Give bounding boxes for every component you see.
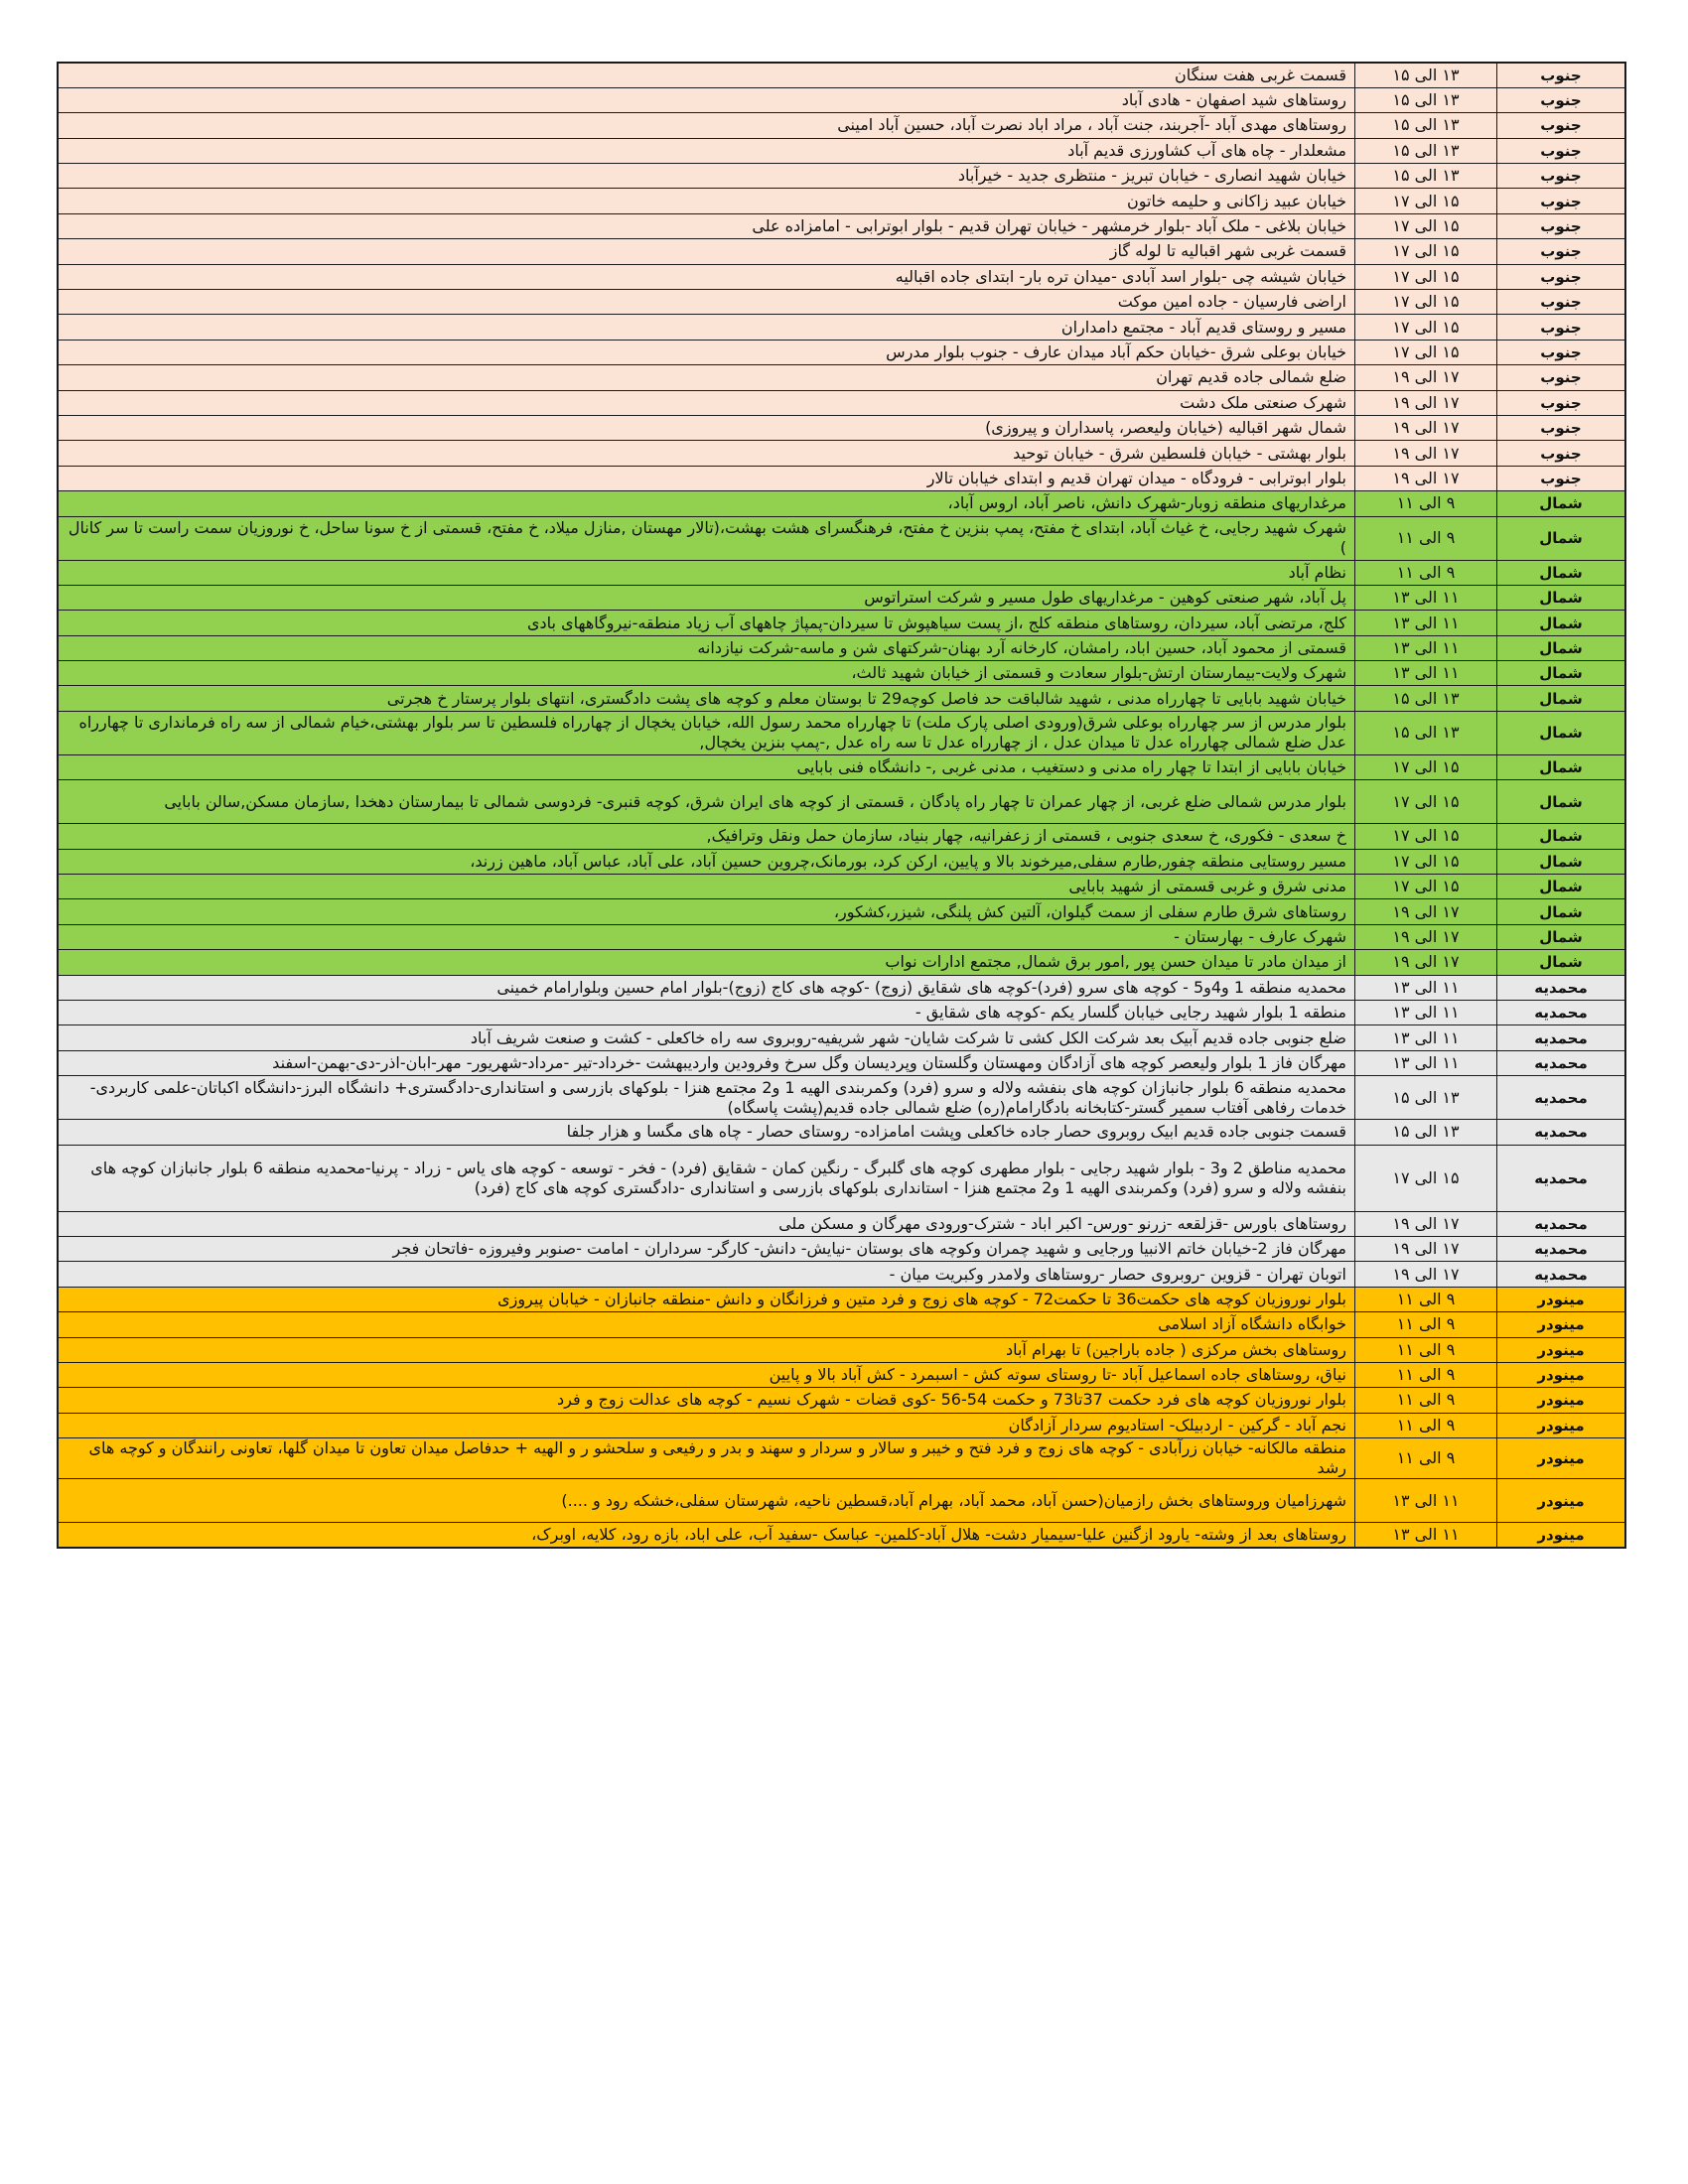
area-description-cell: نجم آباد - گرکین - اردبیلک- استادیوم سردار آزادگان: [58, 1413, 1355, 1437]
area-description-cell: بلوار بهشتی - خیابان فلسطین شرق - خیابان توحید: [58, 441, 1355, 466]
region-cell: شمال: [1497, 824, 1626, 849]
time-range-cell: ۱۷ الی ۱۹: [1355, 899, 1497, 924]
table-row: [58, 849, 1625, 874]
area-description-cell: خیابان عبید زاکانی و حلیمه خاتون: [58, 189, 1355, 213]
time-range-cell: ۹ الی ۱۱: [1355, 1287, 1497, 1311]
table-row: [58, 87, 1625, 112]
table-row: [58, 213, 1625, 238]
area-description-cell: خ سعدی - فکوری، خ سعدی جنوبی ، قسمتی از زعفرانیه، چهار بنیاد، سازمان حمل ونقل وترافیک,: [58, 824, 1355, 849]
table-row: [58, 516, 1625, 560]
area-description-cell: مرغداریهای منطقه زوبار-شهرک دانش، ناصر آباد، اروس آباد،: [58, 491, 1355, 516]
time-range-cell: ۱۳ الی ۱۵: [1355, 1120, 1497, 1145]
time-range-cell: ۱۷ الی ۱۹: [1355, 1211, 1497, 1236]
time-range-cell: ۱۱ الی ۱۳: [1355, 1050, 1497, 1075]
table-row: [58, 875, 1625, 899]
time-range-cell: ۱۱ الی ۱۳: [1355, 975, 1497, 1000]
region-cell: شمال: [1497, 516, 1626, 560]
region-cell: مینودر: [1497, 1479, 1626, 1523]
outage-schedule-body: [58, 63, 1625, 1548]
area-description-cell: روستاهای مهدی آباد -آجربند، جنت آباد ، مراد اباد نصرت آباد، حسین آباد امینی: [58, 113, 1355, 138]
region-cell: مینودر: [1497, 1337, 1626, 1362]
region-cell: مینودر: [1497, 1388, 1626, 1413]
region-cell: جنوب: [1497, 164, 1626, 189]
time-range-cell: ۹ الی ۱۱: [1355, 1362, 1497, 1387]
time-range-cell: ۹ الی ۱۱: [1355, 1388, 1497, 1413]
time-range-cell: ۱۷ الی ۱۹: [1355, 924, 1497, 949]
area-description-cell: خیابان بابایی از ابتدا تا چهار راه مدنی و دستغیب ، مدنی غربی ,- دانشگاه فنی بابایی: [58, 754, 1355, 779]
area-description-cell: مدنی شرق و غربی قسمتی از شهید بابایی: [58, 875, 1355, 899]
region-cell: شمال: [1497, 780, 1626, 824]
time-range-cell: ۱۱ الی ۱۳: [1355, 635, 1497, 660]
region-cell: شمال: [1497, 611, 1626, 635]
time-range-cell: ۱۷ الی ۱۹: [1355, 466, 1497, 490]
area-description-cell: بلوار نوروزیان کوچه های حکمت36 تا حکمت72 - کوچه های زوج و فرد متین و فرزانگان و دانش -منطقه جانبازان - خیابان پیروزی: [58, 1287, 1355, 1311]
region-cell: شمال: [1497, 661, 1626, 686]
time-range-cell: ۱۳ الی ۱۵: [1355, 1076, 1497, 1120]
table-row: [58, 1211, 1625, 1236]
region-cell: محمدیه: [1497, 1076, 1626, 1120]
region-cell: جنوب: [1497, 87, 1626, 112]
area-description-cell: شهرزامیان وروستاهای بخش رازمیان(حسن آباد، محمد آباد، بهرام آباد،قسطین ناحیه، شهرستان سفلی،خشکه رود و ....): [58, 1479, 1355, 1523]
area-description-cell: اتوبان تهران - قزوین -روبروی حصار -روستاهای ولامدر وکبریت میان -: [58, 1262, 1355, 1287]
region-cell: جنوب: [1497, 290, 1626, 315]
region-cell: مینودر: [1497, 1413, 1626, 1437]
region-cell: جنوب: [1497, 189, 1626, 213]
region-cell: مینودر: [1497, 1362, 1626, 1387]
table-row: [58, 315, 1625, 340]
table-row: [58, 1262, 1625, 1287]
area-description-cell: روستاهای باورس -قزلقعه -زرنو -ورس- اکبر اباد - شترک-ورودی مهرگان و مسکن ملی: [58, 1211, 1355, 1236]
region-cell: محمدیه: [1497, 1050, 1626, 1075]
table-row: [58, 1287, 1625, 1311]
table-row: [58, 491, 1625, 516]
table-row: [58, 113, 1625, 138]
time-range-cell: ۹ الی ۱۱: [1355, 1337, 1497, 1362]
area-description-cell: منطقه 1 بلوار شهید رجایی خیابان گلسار یکم -کوچه های شقایق -: [58, 1001, 1355, 1025]
table-row: [58, 711, 1625, 754]
time-range-cell: ۱۱ الی ۱۳: [1355, 1001, 1497, 1025]
area-description-cell: خیابان شیشه چی -بلوار اسد آبادی -میدان تره بار- ابتدای جاده اقبالیه: [58, 264, 1355, 289]
table-row: [58, 1438, 1625, 1479]
time-range-cell: ۱۱ الی ۱۳: [1355, 611, 1497, 635]
time-range-cell: ۱۵ الی ۱۷: [1355, 780, 1497, 824]
table-row: [58, 1120, 1625, 1145]
table-row: [58, 1362, 1625, 1387]
area-description-cell: اراضی فارسیان - جاده امین موکت: [58, 290, 1355, 315]
area-description-cell: ضلع شمالی جاده قدیم تهران: [58, 365, 1355, 390]
region-cell: جنوب: [1497, 63, 1626, 87]
area-description-cell: خیابان بلاغی - ملک آباد -بلوار خرمشهر - خیابان تهران قدیم - بلوار ابوترابی - امامزاده علی: [58, 213, 1355, 238]
area-description-cell: نیاق، روستاهای جاده اسماعیل آباد -تا روستای سوته کش - اسبمرد - کش آباد بالا و پایین: [58, 1362, 1355, 1387]
time-range-cell: ۱۱ الی ۱۳: [1355, 1523, 1497, 1548]
time-range-cell: ۱۱ الی ۱۳: [1355, 661, 1497, 686]
time-range-cell: ۱۵ الی ۱۷: [1355, 849, 1497, 874]
area-description-cell: از میدان مادر تا میدان حسن پور ,امور برق شمال, مجتمع ادارات نواب: [58, 950, 1355, 975]
region-cell: شمال: [1497, 754, 1626, 779]
table-row: [58, 264, 1625, 289]
area-description-cell: خیابان شهید بابایی تا چهارراه مدنی ، شهید شالباقت حد فاصل کوچه29 تا بوستان معلم و کوچه های پشت دادگستری، انتهای بلوار پرستار خ هجرتی: [58, 686, 1355, 711]
region-cell: شمال: [1497, 711, 1626, 754]
area-description-cell: روستاهای شرق طارم سفلی از سمت گیلوان، آلتین کش پلنگی، شیزر،کشکور،: [58, 899, 1355, 924]
region-cell: جنوب: [1497, 138, 1626, 163]
table-row: [58, 1050, 1625, 1075]
time-range-cell: ۱۵ الی ۱۷: [1355, 315, 1497, 340]
table-row: [58, 1413, 1625, 1437]
area-description-cell: قسمت غربی هفت سنگان: [58, 63, 1355, 87]
region-cell: شمال: [1497, 899, 1626, 924]
area-description-cell: مهرگان فاز 1 بلوار ولیعصر کوچه های آزادگان ومهستان وگلستان وپردیسان وگل سرخ وفرودین واردیبهشت -خرداد-تیر -مرداد-شهریور- مهر-ابان-اذر-دی-بهمن-اسفند: [58, 1050, 1355, 1075]
time-range-cell: ۱۵ الی ۱۷: [1355, 1145, 1497, 1211]
region-cell: شمال: [1497, 686, 1626, 711]
time-range-cell: ۱۷ الی ۱۹: [1355, 441, 1497, 466]
table-row: [58, 164, 1625, 189]
area-description-cell: محمدیه منطقه 1 و4و5 - کوچه های سرو (فرد)-کوچه های شقایق (زوج) -کوچه های کاج (زوج)-بلوار امام حسین وبلواراما‌م خمینی: [58, 975, 1355, 1000]
table-row: [58, 585, 1625, 610]
table-row: [58, 138, 1625, 163]
table-row: [58, 950, 1625, 975]
area-description-cell: قسمتی از محمود آباد، حسین اباد، رامشان، کارخانه آرد بهنان-شرکتهای شن و ماسه-شرکت نیازدانه: [58, 635, 1355, 660]
region-cell: جنوب: [1497, 415, 1626, 440]
table-row: [58, 611, 1625, 635]
time-range-cell: ۱۷ الی ۱۹: [1355, 365, 1497, 390]
area-description-cell: روستاهای بخش مرکزی ( جاده باراجین) تا بهرام آباد: [58, 1337, 1355, 1362]
area-description-cell: شهرک ولایت-بیمارستان ارتش-بلوار سعادت و قسمتی از خیابان شهید ثالث،: [58, 661, 1355, 686]
area-description-cell: خیابان شهید انصاری - خیابان تبریز - منتظری جدید - خیرآباد: [58, 164, 1355, 189]
area-description-cell: قسمت غربی شهر اقبالیه تا لوله گاز: [58, 239, 1355, 264]
region-cell: جنوب: [1497, 466, 1626, 490]
table-row: [58, 365, 1625, 390]
table-row: [58, 560, 1625, 585]
table-row: [58, 415, 1625, 440]
area-description-cell: محمدیه مناطق 2 و3 - بلوار شهید رجایی - بلوار مطهری کوچه های گلبرگ - رنگین کمان - شقایق (فرد) - فخر - توسعه - کوچه های یاس - زراد - پرنیا-محمدیه منطقه 6 بلوار جانبازان کوچه های بنفشه ولاله و سرو (فرد) وکمربندی الهیه 1 و2 مجتمع هنزا - استانداری بلوکهای بازرسی و استانداری -دادگستری کوچه های کاج (فرد): [58, 1145, 1355, 1211]
region-cell: محمدیه: [1497, 1211, 1626, 1236]
time-range-cell: ۱۵ الی ۱۷: [1355, 824, 1497, 849]
region-cell: جنوب: [1497, 340, 1626, 364]
area-description-cell: مشعلدار - چاه های آب کشاورزی قدیم آباد: [58, 138, 1355, 163]
region-cell: شمال: [1497, 875, 1626, 899]
region-cell: شمال: [1497, 635, 1626, 660]
region-cell: شمال: [1497, 924, 1626, 949]
table-row: [58, 466, 1625, 490]
time-range-cell: ۹ الی ۱۱: [1355, 1438, 1497, 1479]
table-row: [58, 239, 1625, 264]
time-range-cell: ۱۵ الی ۱۷: [1355, 754, 1497, 779]
region-cell: شمال: [1497, 560, 1626, 585]
region-cell: محمدیه: [1497, 1145, 1626, 1211]
time-range-cell: ۱۳ الی ۱۵: [1355, 164, 1497, 189]
area-description-cell: بلوار نوروزیان کوچه های فرد حکمت 37تا73 و حکمت 54-56 -کوی قضات - شهرک نسیم - کوچه های عدالت زوج و فرد: [58, 1388, 1355, 1413]
time-range-cell: ۱۷ الی ۱۹: [1355, 1262, 1497, 1287]
region-cell: مینودر: [1497, 1438, 1626, 1479]
area-description-cell: خیابان بوعلی شرق -خیابان حکم آباد میدان عارف - جنوب بلوار مدرس: [58, 340, 1355, 364]
table-row: [58, 975, 1625, 1000]
region-cell: جنوب: [1497, 113, 1626, 138]
table-row: [58, 189, 1625, 213]
region-cell: جنوب: [1497, 315, 1626, 340]
area-description-cell: مسیر روستایی منطقه چفور,طارم سفلی,میرخوند بالا و پایین، ارکن کرد، بورمانک،چروین حسین آباد، علی آباد، عباس آباد، ماهین زرند،: [58, 849, 1355, 874]
area-description-cell: مسیر و روستای قدیم آباد - مجتمع دامداران: [58, 315, 1355, 340]
time-range-cell: ۱۱ الی ۱۳: [1355, 1025, 1497, 1050]
time-range-cell: ۱۵ الی ۱۷: [1355, 340, 1497, 364]
area-description-cell: نظام آباد: [58, 560, 1355, 585]
region-cell: شمال: [1497, 950, 1626, 975]
area-description-cell: شهرک صنعتی ملک دشت: [58, 390, 1355, 415]
area-description-cell: محمدیه منطقه 6 بلوار جانبازان کوچه های بنفشه ولاله و سرو (فرد) وکمربندی الهیه 1 و2 مجتمع هنزا - بلوکهای بازرسی و استانداری-دادگستری+ دانشگاه البرز-دانشگاه اکباتان-علمی کاربردی-خدمات رفاهی آفتاب سمیر گستر-کتابخانه بادگارامام(ره) ضلع شمالی جاده قدیم(پشت پاسگاه): [58, 1076, 1355, 1120]
time-range-cell: ۹ الی ۱۱: [1355, 491, 1497, 516]
area-description-cell: پل آباد، شهر صنعتی کوهین - مرغداریهای طول مسیر و شرکت استراتوس: [58, 585, 1355, 610]
region-cell: محمدیه: [1497, 1236, 1626, 1261]
area-description-cell: شهرک عارف - بهارستان -: [58, 924, 1355, 949]
time-range-cell: ۹ الی ۱۱: [1355, 516, 1497, 560]
time-range-cell: ۱۵ الی ۱۷: [1355, 189, 1497, 213]
area-description-cell: روستاهای بعد از وشته- یارود ازگنین علیا-سیمیار دشت- هلال آباد-کلمین- عباسک -سفید آب، علی اباد، بازه رود، کلایه، اوبرک،: [58, 1523, 1355, 1548]
time-range-cell: ۱۵ الی ۱۷: [1355, 264, 1497, 289]
table-row: [58, 1145, 1625, 1211]
table-row: [58, 1025, 1625, 1050]
time-range-cell: ۱۷ الی ۱۹: [1355, 390, 1497, 415]
region-cell: جنوب: [1497, 441, 1626, 466]
region-cell: جنوب: [1497, 264, 1626, 289]
time-range-cell: ۱۳ الی ۱۵: [1355, 686, 1497, 711]
table-row: [58, 1312, 1625, 1337]
table-row: [58, 441, 1625, 466]
region-cell: شمال: [1497, 849, 1626, 874]
region-cell: جنوب: [1497, 239, 1626, 264]
table-row: [58, 1076, 1625, 1120]
area-description-cell: مهرگان فاز 2-خیابان خاتم الانبیا ورجایی و شهید چمران وکوچه های بوستان -نیایش- دانش- کارگر- سرداران - امامت -صنوبر وفیروزه -فاتحان فجر: [58, 1236, 1355, 1261]
table-row: [58, 661, 1625, 686]
region-cell: محمدیه: [1497, 1120, 1626, 1145]
area-description-cell: شهرک شهید رجایی، خ غیاث آباد، ابتدای خ مفتح، پمپ بنزین خ مفتح، فرهنگسرای هشت بهشت،(تالار مهستان ,منازل میلاد، خ مفتح، قسمتی از خ سونا ساحل، خ نوروزیان سمت راست تا سر کانال ): [58, 516, 1355, 560]
time-range-cell: ۱۷ الی ۱۹: [1355, 950, 1497, 975]
time-range-cell: ۱۵ الی ۱۷: [1355, 239, 1497, 264]
time-range-cell: ۹ الی ۱۱: [1355, 560, 1497, 585]
region-cell: مینودر: [1497, 1287, 1626, 1311]
area-description-cell: بلوار مدرس شمالی ضلع غربی، از چهار عمران تا چهار راه پادگان ، قسمتی از کوچه های ایران شرق، کوچه قنبری- فردوسی شمالی تا بیمارستان دهخدا ,سازمان مسکن,سالن بابایی: [58, 780, 1355, 824]
time-range-cell: ۱۵ الی ۱۷: [1355, 875, 1497, 899]
region-cell: مینودر: [1497, 1523, 1626, 1548]
table-row: [58, 1337, 1625, 1362]
time-range-cell: ۱۳ الی ۱۵: [1355, 138, 1497, 163]
table-row: [58, 635, 1625, 660]
table-row: [58, 924, 1625, 949]
time-range-cell: ۱۳ الی ۱۵: [1355, 113, 1497, 138]
region-cell: محمدیه: [1497, 1001, 1626, 1025]
table-row: [58, 1523, 1625, 1548]
area-description-cell: قسمت جنوبی جاده قدیم ابیک روبروی حصار جاده خاکعلی وپشت امامزاده- روستای حصار - چاه های مگسا و هزار جلفا: [58, 1120, 1355, 1145]
table-row: [58, 686, 1625, 711]
region-cell: جنوب: [1497, 213, 1626, 238]
time-range-cell: ۹ الی ۱۱: [1355, 1413, 1497, 1437]
area-description-cell: شمال شهر اقبالیه (خیابان ولیعصر، پاسداران و پیروزی): [58, 415, 1355, 440]
area-description-cell: خوابگاه دانشگاه آزاد اسلامی: [58, 1312, 1355, 1337]
area-description-cell: منطقه مالکانه- خیابان زرآبادی - کوچه های زوج و فرد فتح و خیبر و سالار و سردار و سهند و بدر و رفیعی و سلحشو ر و الهیه + حدفاصل میدان تعاون تا میدان گلها، تعاونی رانندگان و کوچه های رشد: [58, 1438, 1355, 1479]
table-row: [58, 1479, 1625, 1523]
region-cell: جنوب: [1497, 365, 1626, 390]
table-row: [58, 340, 1625, 364]
outage-schedule-table: [57, 62, 1626, 1549]
area-description-cell: بلوار مدرس از سر چهارراه بوعلی شرق(ورودی اصلی پارک ملت) تا چهارراه محمد رسول الله، خیابان یخچال از چهارراه فلسطین تا سر بلوار بهشتی،خیام شمالی از سه راه فرمانداری تا چهارراه عدل ضلع شمالی چهارراه عدل تا میدان عدل ، از چهارراه عدل تا سه راه عدل ,-پمپ بنزین یخچال,: [58, 711, 1355, 754]
region-cell: مینودر: [1497, 1312, 1626, 1337]
time-range-cell: ۱۷ الی ۱۹: [1355, 1236, 1497, 1261]
table-row: [58, 780, 1625, 824]
area-description-cell: روستاهای شید اصفهان - هادی آباد: [58, 87, 1355, 112]
region-cell: محمدیه: [1497, 1262, 1626, 1287]
area-description-cell: کلج، مرتضی آباد، سیردان، روستاهای منطقه کلج ،از پست سیاهپوش تا سیردان-پمپاژ چاههای آب زیاد منطقه-نیروگاههای بادی: [58, 611, 1355, 635]
region-cell: شمال: [1497, 491, 1626, 516]
region-cell: محمدیه: [1497, 1025, 1626, 1050]
time-range-cell: ۱۵ الی ۱۷: [1355, 213, 1497, 238]
table-row: [58, 390, 1625, 415]
table-row: [58, 1001, 1625, 1025]
area-description-cell: بلوار ابوترابی - فرودگاه - میدان تهران قدیم و ابتدای خیابان تالار: [58, 466, 1355, 490]
region-cell: جنوب: [1497, 390, 1626, 415]
time-range-cell: ۱۱ الی ۱۳: [1355, 1479, 1497, 1523]
time-range-cell: ۱۳ الی ۱۵: [1355, 63, 1497, 87]
region-cell: محمدیه: [1497, 975, 1626, 1000]
table-row: [58, 899, 1625, 924]
table-row: [58, 1388, 1625, 1413]
time-range-cell: ۱۱ الی ۱۳: [1355, 585, 1497, 610]
time-range-cell: ۱۵ الی ۱۷: [1355, 290, 1497, 315]
table-row: [58, 754, 1625, 779]
time-range-cell: ۱۳ الی ۱۵: [1355, 711, 1497, 754]
table-row: [58, 290, 1625, 315]
table-row: [58, 824, 1625, 849]
time-range-cell: ۱۷ الی ۱۹: [1355, 415, 1497, 440]
time-range-cell: ۹ الی ۱۱: [1355, 1312, 1497, 1337]
time-range-cell: ۱۳ الی ۱۵: [1355, 87, 1497, 112]
table-row: [58, 1236, 1625, 1261]
table-row: [58, 63, 1625, 87]
area-description-cell: ضلع جنوبی جاده قدیم آبیک بعد شرکت الکل کشی تا شرکت شایان- شهر شریفیه-روبروی سه راه خاکعلی - کشت و صنعت شریف آباد: [58, 1025, 1355, 1050]
region-cell: شمال: [1497, 585, 1626, 610]
